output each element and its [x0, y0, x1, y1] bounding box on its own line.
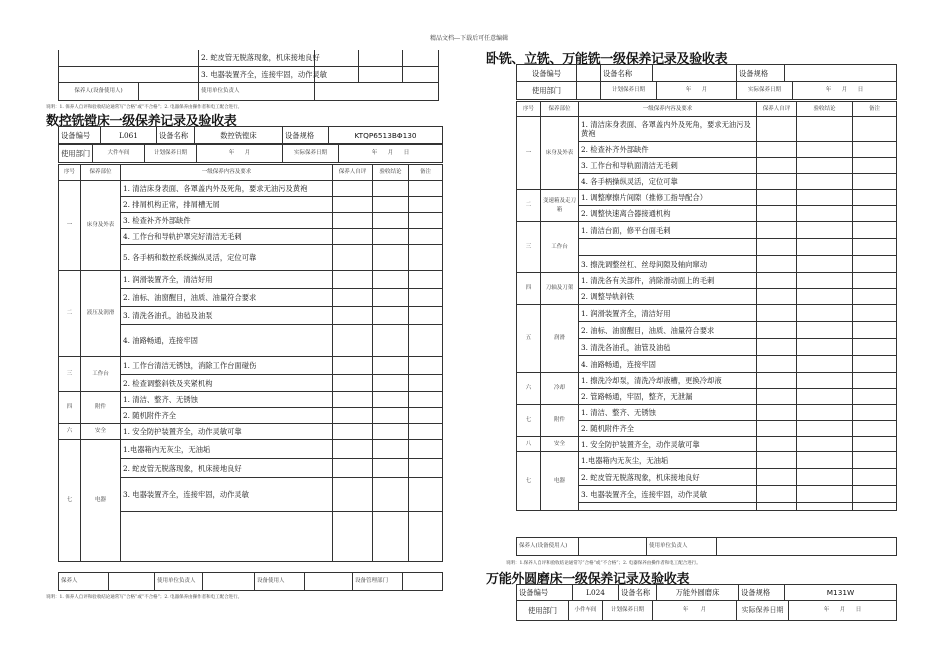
- grinder-info-table: [516, 584, 897, 601]
- cnc-name-value: 数控铣镗床: [195, 127, 283, 144]
- cnc-sec-part: 工作台: [81, 357, 121, 392]
- mill-title: 卧铣、立铣、万能铣一级保养记录及验收表: [486, 52, 728, 67]
- mill-plan-date: 年 月: [657, 82, 737, 100]
- mill-item: 1. 清洁、整齐、无锈蚀: [579, 405, 757, 421]
- mill-dept-label: 使用部门: [517, 82, 577, 100]
- cnc-sec-part: 附件: [81, 392, 121, 424]
- mill-item: 2. 检查补齐外部缺件: [579, 142, 757, 158]
- mill-item: 1. 清洁台面，修平台面毛刺: [579, 222, 757, 239]
- mill-sec-no: 三: [517, 222, 541, 273]
- page-header-note: 精品文档---下载后可任意编辑: [430, 35, 509, 42]
- mill-info-table: [516, 64, 897, 82]
- cnc-item: 3. 清洗各油孔，油毡及油泵: [121, 307, 333, 325]
- cnc-item: 4. 工作台和导轨护罩完好清洁无毛刺: [121, 229, 333, 245]
- cnc-info-table: [58, 126, 443, 144]
- cnc-item: 2. 油标、油窗醒目，油质、油量符合要求: [121, 289, 333, 307]
- cnc-dept-value: 大件车间: [93, 145, 145, 163]
- mill-item: 1. 安全防护装置齐全，动作灵敏可靠: [579, 437, 757, 452]
- mill-sign-right: 使用单位负责人: [647, 538, 717, 556]
- cnc-sec-no: 六: [59, 424, 81, 440]
- grinder-actual-label: 实际保养日期: [737, 601, 789, 621]
- cnc-sign-4: 设备管理部门: [353, 573, 403, 591]
- cnc-sec-part: 电器: [81, 440, 121, 562]
- mill-note: 说明：1.保养人自评和验收结论通常写“合格”或“不合格”；2. 电器保养由操作者和电工配合进行。: [506, 561, 701, 566]
- cnc-sec-no: 四: [59, 392, 81, 424]
- mill-item: 4. 油路畅通，连接牢固: [579, 356, 757, 373]
- cnc-item: 2. 随机附件齐全: [121, 408, 333, 424]
- fragment-note: 说明：1. 保养人自评和验收结论通常写“合格”或“不合格”；2. 电器保养由操作者和电工配合进行。: [46, 105, 243, 110]
- grinder-name-label: 设备名称: [619, 585, 657, 601]
- mill-sec-no: 四: [517, 273, 541, 305]
- mill-item: 4. 各手柄操纵灵活，定位可靠: [579, 174, 757, 190]
- mill-code-label: 设备编号: [517, 65, 577, 82]
- mill-sec-part: 床身及外表: [541, 117, 579, 190]
- grinder-dept-table: [516, 600, 897, 621]
- mill-col-accept: 验收结论: [797, 102, 853, 117]
- cnc-actual-date: 年 月 日: [339, 145, 443, 163]
- grinder-code-value: L024: [573, 585, 619, 601]
- mill-item: 1. 清洁床身表面、各罩盖内外及死角，要求无油污及黄袍: [579, 117, 757, 142]
- cnc-sec-no: 三: [59, 357, 81, 392]
- mill-col-remark: 备注: [853, 102, 897, 117]
- cnc-plan-date: 年 月: [197, 145, 283, 163]
- cnc-col-no: 序号: [59, 165, 81, 181]
- mill-col-self: 保养人自评: [757, 102, 797, 117]
- cnc-note: 说明：1. 保养人自评和验收结论通常写“合格”或“不合格”；2. 电器保养由操作者和电工配合进行。: [46, 595, 243, 600]
- mill-sec-part: 工作台: [541, 222, 579, 273]
- cnc-sign-1: 保养人: [59, 573, 109, 591]
- cnc-col-accept: 验收结论: [373, 165, 409, 181]
- cnc-sec-no: 七: [59, 440, 81, 562]
- cnc-spec-label: 设备规格: [283, 127, 329, 144]
- cnc-sec-part: 床身及外表: [81, 181, 121, 271]
- cnc-item: 1. 润滑装置齐全，清洁好用: [121, 271, 333, 289]
- cnc-dept-label: 使用部门: [59, 145, 93, 163]
- grinder-spec-value: M131W: [785, 585, 897, 601]
- cnc-col-part: 保养部位: [81, 165, 121, 181]
- cnc-col-self: 保养人自评: [333, 165, 373, 181]
- mill-col-no: 序号: [517, 102, 541, 117]
- cnc-item: 3. 检查补齐外部缺件: [121, 213, 333, 229]
- cnc-item: 1.电器箱内无灰尘，无油垢: [121, 440, 333, 459]
- mill-sec-part: 刀轴及刀架: [541, 273, 579, 305]
- mill-sign-left: 保养人(设备使用人): [517, 538, 579, 556]
- mill-sign-table: [516, 537, 897, 556]
- mill-sec-no: 八: [517, 437, 541, 452]
- mill-item: 1. 润滑装置齐全，清洁好用: [579, 305, 757, 322]
- mill-item: 3. 工作台和导轨面清洁无毛刺: [579, 158, 757, 174]
- mill-plan-label: 计划保养日期: [601, 82, 657, 100]
- mill-sec-part: 润滑: [541, 305, 579, 373]
- cnc-item: 1. 工作台清洁无锈蚀，消除工作台面碰伤: [121, 357, 333, 375]
- mill-item: 1. 调整摩擦片间隙（推修工指导配合）: [579, 190, 757, 206]
- mill-item: 2. 调整快速离合器接通机构: [579, 206, 757, 222]
- grinder-plan-label: 计划保养日期: [603, 601, 653, 621]
- mill-sec-no: 五: [517, 305, 541, 373]
- mill-sec-part: 冷却: [541, 373, 579, 405]
- cnc-item: 1. 清洁床身表面、各罩盖内外及死角，要求无油污及黄袍: [121, 181, 333, 197]
- fragment-row-1: 2. 蛇皮管无脱落现象，机床接地良好: [199, 50, 315, 66]
- cnc-spec-value: KTQP6513BΦ130: [329, 127, 443, 144]
- grinder-actual-date: 年 月 日: [789, 601, 897, 621]
- mill-sec-part: 附件: [541, 405, 579, 437]
- cnc-sign-table: [58, 572, 443, 591]
- mill-sec-part: 电器: [541, 452, 579, 511]
- cnc-sign-3: 设备使用人: [255, 573, 305, 591]
- mill-sec-no: 七: [517, 405, 541, 437]
- cnc-title: 数控铣镗床一级保养记录及验收表: [46, 114, 237, 129]
- mill-item: 1. 清洗各有关部件，消除滑动面上的毛刺: [579, 273, 757, 289]
- cnc-item: 2. 排屑机构正常，排屑槽无屑: [121, 197, 333, 213]
- cnc-plan-label: 计划保养日期: [145, 145, 197, 163]
- mill-sec-no: 六: [517, 373, 541, 405]
- grinder-dept-value: 小件车间: [569, 601, 603, 621]
- mill-sec-no: 一: [517, 117, 541, 190]
- cnc-col-content: 一级保养内容及要求: [121, 165, 333, 181]
- cnc-dept-table: [58, 144, 443, 163]
- cnc-sec-no: 一: [59, 181, 81, 271]
- mill-sec-no: 二: [517, 190, 541, 222]
- grinder-code-label: 设备编号: [517, 585, 573, 601]
- mill-sec-part: 安全: [541, 437, 579, 452]
- cnc-main-table: [58, 164, 443, 562]
- mill-item: 1. 擦洗冷却泵，清洗冷却液槽，更换冷却液: [579, 373, 757, 389]
- mill-main-table: [516, 101, 897, 511]
- cnc-sign-2: 使用单位负责人: [155, 573, 203, 591]
- mill-dept-table: [516, 81, 897, 100]
- mill-sec-no: 七: [517, 452, 541, 511]
- grinder-title: 万能外圆磨床一级保养记录及验收表: [486, 572, 690, 587]
- mill-item: 1.电器箱内无灰尘，无油垢: [579, 452, 757, 469]
- mill-item: 2. 随机附件齐全: [579, 421, 757, 437]
- cnc-col-remark: 备注: [409, 165, 443, 181]
- mill-item: 2. 管路畅通，牢固，整齐，无泄漏: [579, 389, 757, 405]
- cnc-item: 2. 蛇皮管无脱落现象，机床接地良好: [121, 459, 333, 478]
- mill-name-label: 设备名称: [601, 65, 653, 82]
- mill-item: 2. 油标、油窗醒目，油质、油量符合要求: [579, 322, 757, 339]
- cnc-sec-part: 液压及润滑: [81, 271, 121, 357]
- mill-item: 2. 调整导轨斜铁: [579, 289, 757, 305]
- mill-item: 3. 清洗各油孔，油管及油毡: [579, 339, 757, 356]
- mill-actual-date: 年 月 日: [793, 82, 897, 100]
- cnc-item: 4. 油路畅通，连接牢固: [121, 325, 333, 357]
- cnc-item: 2. 检查调整斜铁及夹紧机构: [121, 375, 333, 392]
- grinder-name-value: 万能外圆磨床: [657, 585, 739, 601]
- cnc-item: 5. 各手柄和数控系统操纵灵活，定位可靠: [121, 245, 333, 271]
- mill-item: 3. 擦洗调整丝杠、丝母间隙及轴向窜动: [579, 256, 757, 273]
- cnc-sec-no: 二: [59, 271, 81, 357]
- fragment-row-2: 3. 电器装置齐全，连接牢固，动作灵敏: [199, 66, 315, 82]
- left-top-fragment-table: [58, 50, 439, 101]
- cnc-sec-part: 安全: [81, 424, 121, 440]
- cnc-item: 1. 清洁、整齐、无锈蚀: [121, 392, 333, 408]
- mill-col-part: 保养部位: [541, 102, 579, 117]
- cnc-code-value: L061: [101, 127, 157, 144]
- mill-actual-label: 实际保养日期: [737, 82, 793, 100]
- cnc-code-label: 设备编号: [59, 127, 101, 144]
- fragment-sign-left: 保养人(设备使用人): [59, 82, 139, 100]
- fragment-sign-right: 使用单位负责人: [199, 82, 315, 100]
- cnc-actual-label: 实际保养日期: [283, 145, 339, 163]
- grinder-spec-label: 设备规格: [739, 585, 785, 601]
- mill-item: [579, 239, 757, 256]
- grinder-plan-date: 年 月: [653, 601, 737, 621]
- mill-col-content: 一级保养内容及要求: [579, 102, 757, 117]
- grinder-dept-label: 使用部门: [517, 601, 569, 621]
- mill-sec-part: 变速箱及走刀箱: [541, 190, 579, 222]
- cnc-name-label: 设备名称: [157, 127, 195, 144]
- cnc-item: 3. 电器装置齐全，连接牢固，动作灵敏: [121, 478, 333, 512]
- mill-spec-label: 设备规格: [737, 65, 785, 82]
- mill-item: 2. 蛇皮管无脱落现象，机床接地良好: [579, 469, 757, 486]
- cnc-item: 1. 安全防护装置齐全，动作灵敏可靠: [121, 424, 333, 440]
- mill-item: 3. 电器装置齐全，连接牢固，动作灵敏: [579, 486, 757, 503]
